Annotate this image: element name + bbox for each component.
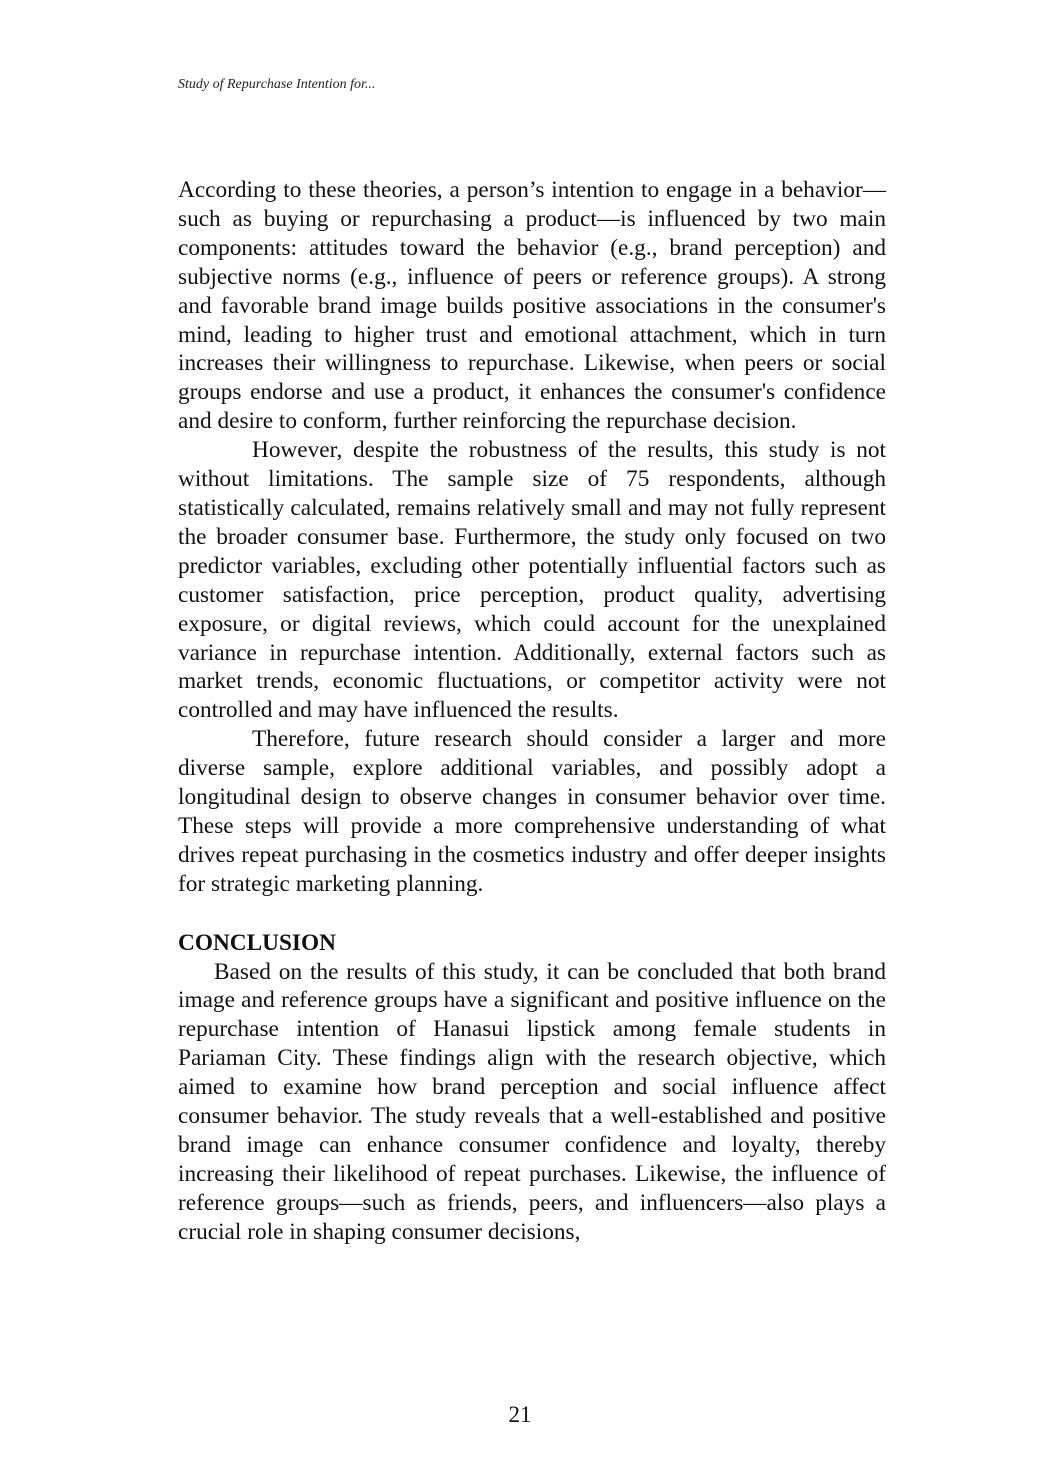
paragraph-future-research: Therefore, future research should consider a larger and more diverse sample, explore additional variables, and possibly adopt a longitudinal design to observe changes in consumer behavior over time. These steps will provide a more comprehensive understanding of what drives repeat purchasing in the cosmetics industry and offer deeper insights for strategic marketing planning. — [178, 726, 886, 897]
paragraph-limitations: However, despite the robustness of the results, this study is not without limitations. The sample size of 75 respondents, although statistically calculated, remains relatively small and may not fully represent the broader consumer base. Furthermore, the study only focused on two predictor variables, excluding other potentially influential factors such as customer satisfaction, price perception, product quality, advertising exposure, or digital reviews, which could account for the unexplained variance in repurchase intention. Additionally, external factors such as market trends, economic fluctuations, or competitor activity were not controlled and may have influenced the results. — [178, 437, 886, 724]
running-header: Study of Repurchase Intention for... — [178, 77, 376, 92]
body-text — [178, 176, 886, 1247]
section-heading-conclusion: CONCLUSION — [178, 929, 336, 956]
page-number: 21 — [508, 1402, 532, 1427]
paragraph-conclusion: Based on the results of this study, it can be concluded that both brand image and reference groups have a significant and positive influence on the repurchase intention of Hanasui lipstick among female students in Pariaman City. These findings align with the research objective, which aimed to examine how brand perception and social influence affect consumer behavior. The study reveals that a well-established and positive brand image can enhance consumer confidence and loyalty, thereby increasing their likelihood of repeat purchases. Likewise, the influence of reference groups—such as friends, peers, and influencers—also plays a crucial role in shaping consumer decisions, — [178, 958, 886, 1245]
paragraph-theories: According to these theories, a person’s intention to engage in a behavior—such as buying or repurchasing a product—is influenced by two main components: attitudes toward the behavior (e.g., brand perception) and subjective norms (e.g., influence of peers or reference groups). A strong and favorable brand image builds positive associations in the consumer's mind, leading to higher trust and emotional attachment, which in turn increases their willingness to repurchase. Likewise, when peers or social groups endorse and use a product, it enhances the consumer's confidence and desire to conform, further reinforcing the repurchase decision. — [178, 177, 886, 435]
